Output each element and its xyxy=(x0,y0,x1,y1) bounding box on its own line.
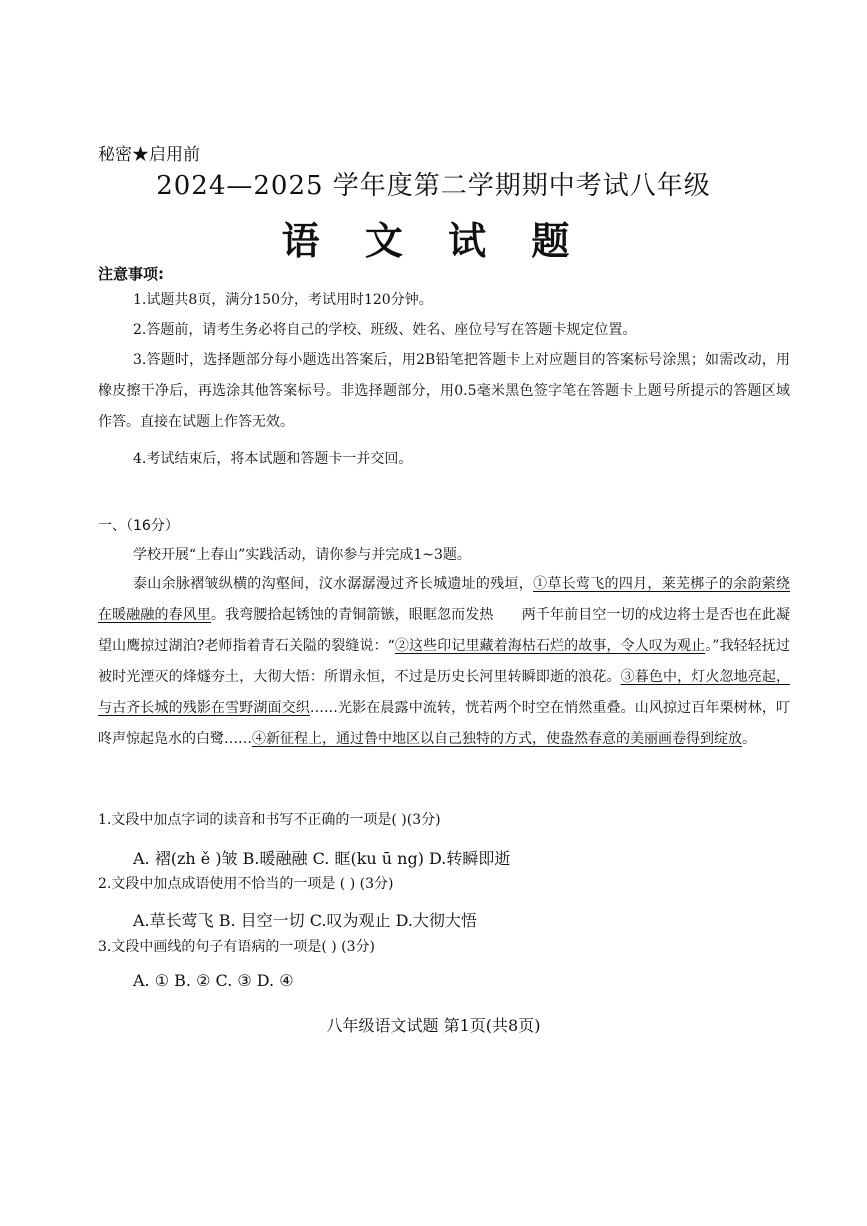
question-3-stem: 3.文段中画线的句子有语病的一项是( ) (3分) xyxy=(98,939,376,955)
notice-item-2: 2.答题前，请考生务必将自己的学校、班级、姓名、座位号写在答题卡规定位置。 xyxy=(133,322,637,338)
underlined-sentence-1: ①草长莺飞的四月，莱芜梆子的余韵萦绕在暖融融的春风里 xyxy=(98,576,791,623)
question-1-stem: 1.文段中加点字词的读音和书写不正确的一项是( )(3分) xyxy=(98,812,441,828)
question-2-stem: 2.文段中加点成语使用不恰当的一项是 ( ) (3分) xyxy=(98,876,394,892)
underlined-sentence-4: ④新征程上，通过鲁中地区以自己独特的方式，使盎然春意的美丽画卷得到绽放 xyxy=(252,731,742,747)
reading-passage xyxy=(98,569,790,755)
passage-text: 泰山余脉褶皱纵横的沟壑间，汶水潺潺漫过齐长城遗址的残垣， xyxy=(133,576,534,592)
passage-text: ……光影在晨露中流转，恍若两个时空在悄然重叠。山风掠过百年栗树林，叮咚声惊起凫水的白鹭…… xyxy=(98,700,791,747)
underlined-sentence-3: ③暮色中，灯火忽地亮起，与古齐长城的残影在雪野湖面交织 xyxy=(98,669,790,716)
notice-item-3: 3.答题时，选择题部分每小题选出答案后，用2B铅笔把答题卡上对应题目的答案标号涂黑；如需改动，用橡皮擦干净后，再选涂其他答案标号。非选择题部分，用0.5毫米黑色签字笔在答题卡上题号所提示的答题区域作答。直接在试题上作答无效。 xyxy=(98,352,790,430)
underlined-sentence-2: ②这些印记里藏着海枯石烂的故事，令人叹为观止 xyxy=(394,638,706,654)
confidential-mark: 秘密★启用前 xyxy=(98,145,200,165)
exam-title: 2024—2025 学年度第二学期期中考试八年级 xyxy=(156,171,711,201)
notice-item-1: 1.试题共8页，满分150分，考试用时120分钟。 xyxy=(133,292,433,308)
section-heading: 一、（16分） xyxy=(98,518,179,534)
notice-heading: 注意事项: xyxy=(98,265,164,283)
question-2-options: A.草长莺飞 B. 目空一切 C.叹为观止 D.大彻大悟 xyxy=(133,911,477,930)
section-intro: 学校开展“上春山”实践活动，请你参与并完成1~3题。 xyxy=(133,547,471,563)
question-3-options: A. ① B. ② C. ③ D. ④ xyxy=(133,971,294,990)
page-footer: 八年级语文试题 第1页(共8页) xyxy=(326,1016,541,1035)
passage-text: 。我弯腰拾起锈蚀的青铜箭镞，眼眶忽而发热 两千年前目空一切的戍边将士是否也在此凝望山鹰掠过湖泊?老师指着青石关隘的裂缝说：“ xyxy=(98,607,790,654)
notice-item-4: 4.考试结束后，将本试题和答题卡一并交回。 xyxy=(133,451,413,467)
passage-text: 。 xyxy=(742,731,756,747)
question-1-options: A. 褶(zh ě )皱 B.暖融融 C. 眶(ku ū ng) D.转瞬即逝 xyxy=(133,849,511,868)
passage-text: 。”我轻轻抚过被时光湮灭的烽燧夯土，大彻大悟：所谓永恒，不过是历史长河里转瞬即逝的浪花。 xyxy=(98,638,790,685)
subject-title: 语 文 试 题 xyxy=(281,218,586,263)
